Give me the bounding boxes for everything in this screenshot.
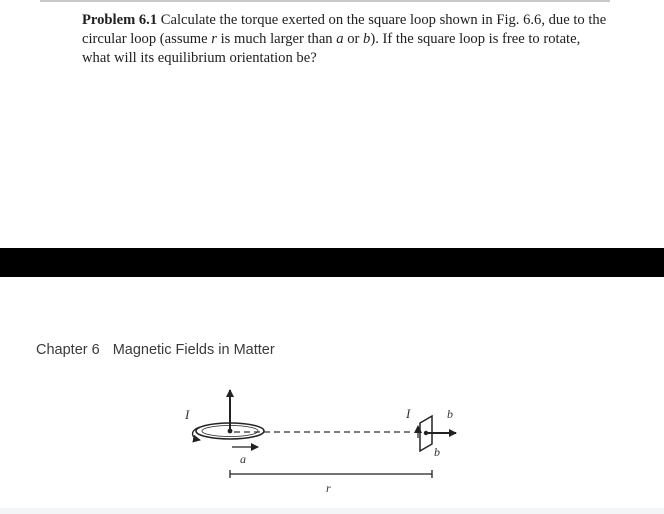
problem-heading: Problem 6.1 [82,12,158,28]
square-center-dot [424,431,428,435]
label-r: r [326,481,331,495]
circular-loop [193,390,265,447]
var-a: a [336,31,344,47]
label-b-bottom: b [434,445,440,459]
chapter-title: Magnetic Fields in Matter [112,342,275,358]
var-b: b [363,31,371,47]
var-r: r [211,31,217,47]
label-current-I-right: I [406,406,411,421]
label-current-I-left: I [185,407,190,422]
loop-center-dot [228,429,233,434]
problem-text-2: is much larger than [216,31,337,47]
r-dimension [230,470,432,478]
chapter-number: Chapter 6 [36,342,100,358]
problem-text-1: Calculate the torque exerted on the square loop shown in Fig. 6.6, due to the circular loop (assume [82,12,607,47]
label-b-top: b [447,407,453,421]
label-a: a [240,452,246,466]
problem-text-3: or [343,31,364,47]
problem-text-4: ). If the square loop is free to rotate, what will its equilibrium orientation be? [82,31,581,66]
bottom-band [0,508,664,514]
